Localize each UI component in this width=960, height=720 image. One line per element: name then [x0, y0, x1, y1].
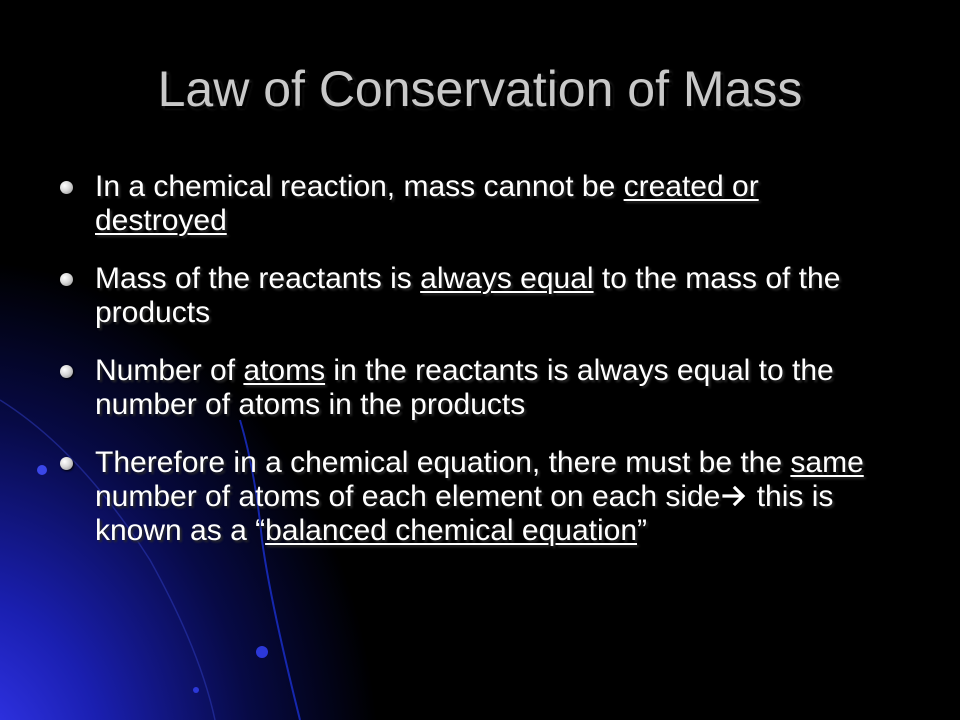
bullet-item	[58, 170, 898, 238]
bullet-text: ”	[637, 514, 648, 547]
bullet-text: to the mass of the products	[95, 262, 841, 329]
decorative-dot	[193, 687, 199, 693]
bullet-text: Number of	[95, 354, 244, 387]
bullet-text: in the reactants is always equal to the number of atoms in the products	[95, 354, 834, 421]
underlined-term: always equal	[420, 262, 594, 295]
underlined-term: balanced chemical equation	[265, 514, 638, 547]
bullet-item	[58, 354, 898, 422]
bullet-text: this is known as a “	[95, 480, 834, 547]
bullet-item	[58, 446, 898, 548]
bullet-icon	[60, 181, 73, 194]
bullet-icon	[60, 273, 73, 286]
underlined-term: same	[790, 446, 864, 479]
bullet-item	[58, 262, 898, 330]
right-arrow-icon	[722, 484, 748, 508]
bullet-icon	[60, 365, 73, 378]
bullet-list	[58, 170, 898, 572]
underlined-term: created or destroyed	[95, 170, 759, 237]
bullet-text: Therefore in a chemical equation, there must be the	[95, 446, 791, 479]
slide-title: Law of Conservation of Mass	[157, 61, 803, 117]
bullet-icon	[60, 457, 73, 470]
decorative-dot	[37, 465, 47, 475]
bullet-text: Mass of the reactants is	[95, 262, 421, 295]
bullet-text: In a chemical reaction, mass cannot be	[95, 170, 624, 203]
underlined-term: atoms	[243, 354, 326, 387]
decorative-dot	[256, 646, 268, 658]
bullet-text: number of atoms of each element on each side	[95, 480, 721, 513]
